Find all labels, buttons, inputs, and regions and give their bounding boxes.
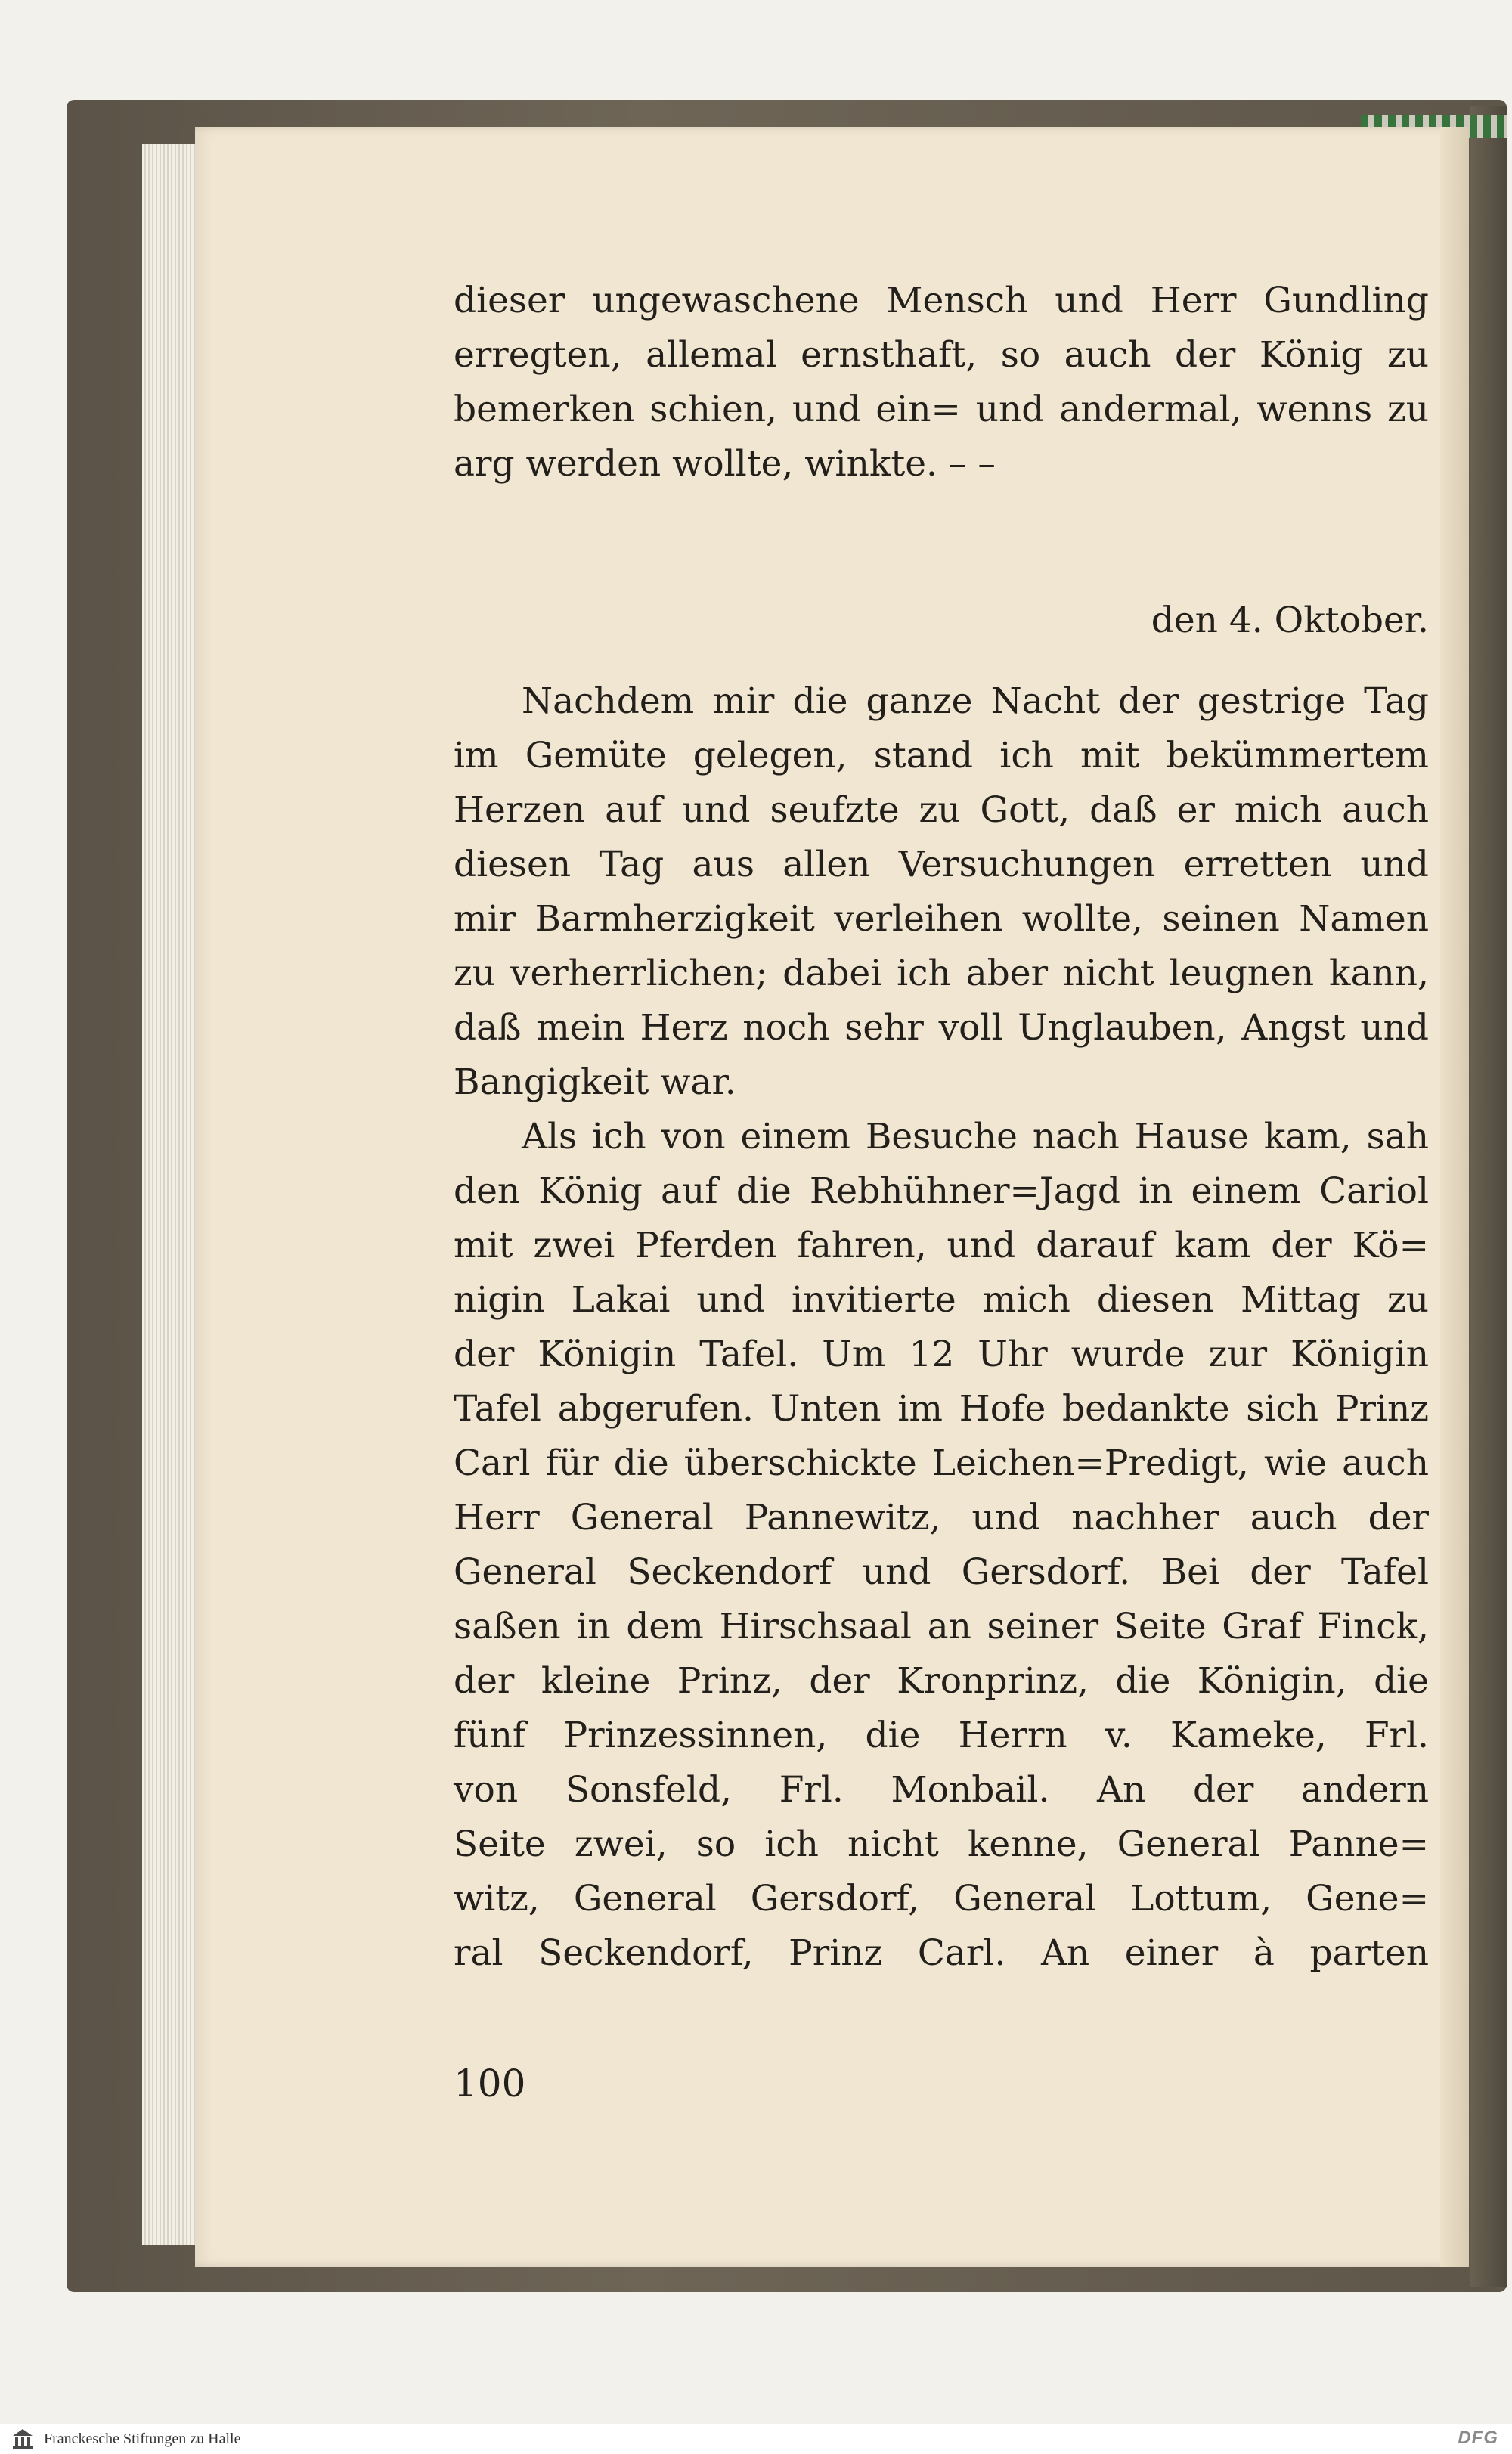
text-line: saßen in dem Hirschsaal an seiner Seite Graf Finck, — [454, 1606, 1429, 1647]
paragraph-continued — [454, 274, 1429, 491]
funder-logo-text: DFG — [1458, 2428, 1498, 2448]
text-line: diesen Tag aus allen Versuchungen erretten und — [454, 844, 1429, 885]
text-line: Seite zwei, so ich nicht kenne, General Panne= — [454, 1823, 1429, 1865]
text-line: Herr General Pannewitz, und nachher auch der — [454, 1497, 1429, 1538]
text-line: zu verherrlichen; dabei ich aber nicht leugnen kann, — [454, 953, 1429, 994]
text-line: Bangigkeit war. — [454, 1061, 736, 1103]
text-line: der Königin Tafel. Um 12 Uhr wurde zur Königin — [454, 1334, 1429, 1375]
page-number: 100 — [454, 2062, 526, 2105]
text-line: der kleine Prinz, der Kronprinz, die Königin, die — [454, 1660, 1429, 1702]
paragraph-body — [454, 674, 1429, 1981]
text-line: arg werden wollte, winkte. – – — [454, 443, 996, 485]
institution-name: Franckesche Stiftungen zu Halle — [44, 2431, 241, 2447]
text-line: General Seckendorf und Gersdorf. Bei der Tafel — [454, 1551, 1429, 1593]
text-line: ral Seckendorf, Prinz Carl. An einer à parten — [454, 1932, 1429, 1974]
text-line: mir Barmherzigkeit verleihen wollte, seinen Namen — [454, 898, 1429, 940]
text-line: bemerken schien, und ein= und andermal, wenns zu — [454, 389, 1429, 430]
book-cover-edge — [1470, 106, 1507, 2287]
text-line: dieser ungewaschene Mensch und Herr Gundling — [454, 280, 1429, 321]
text-line: im Gemüte gelegen, stand ich mit bekümmertem — [454, 735, 1429, 776]
text-line: nigin Lakai und invitierte mich diesen Mittag zu — [454, 1279, 1429, 1321]
text-line: fünf Prinzessinnen, die Herrn v. Kameke, Frl. — [454, 1715, 1429, 1756]
text-line: den König auf die Rebhühner=Jagd in einem Cariol — [454, 1170, 1429, 1212]
text-line: Als ich von einem Besuche nach Hause kam, sah — [522, 1116, 1429, 1157]
page-edges — [142, 144, 203, 2245]
page-gutter-shadow — [1440, 127, 1469, 2267]
text-line: Nachdem mir die ganze Nacht der gestrige Tag — [522, 680, 1429, 722]
date-heading: den 4. Oktober. — [1151, 600, 1429, 641]
text-line: von Sonsfeld, Frl. Monbail. An der andern — [454, 1769, 1429, 1811]
text-line: erregten, allemal ernsthaft, so auch der König zu — [454, 334, 1429, 376]
text-line: Tafel abgerufen. Unten im Hofe bedankte sich Prinz — [454, 1388, 1429, 1430]
text-line: mit zwei Pferden fahren, und darauf kam der Kö= — [454, 1225, 1429, 1266]
text-line: Herzen auf und seufzte zu Gott, daß er mich auch — [454, 789, 1429, 831]
text-line: Carl für die überschickte Leichen=Predigt, wie auch — [454, 1442, 1429, 1484]
institution-logo-icon — [9, 2427, 36, 2451]
text-line: witz, General Gersdorf, General Lottum, Gene= — [454, 1878, 1429, 1920]
text-line: daß mein Herz noch sehr voll Unglauben, Angst und — [454, 1007, 1429, 1049]
